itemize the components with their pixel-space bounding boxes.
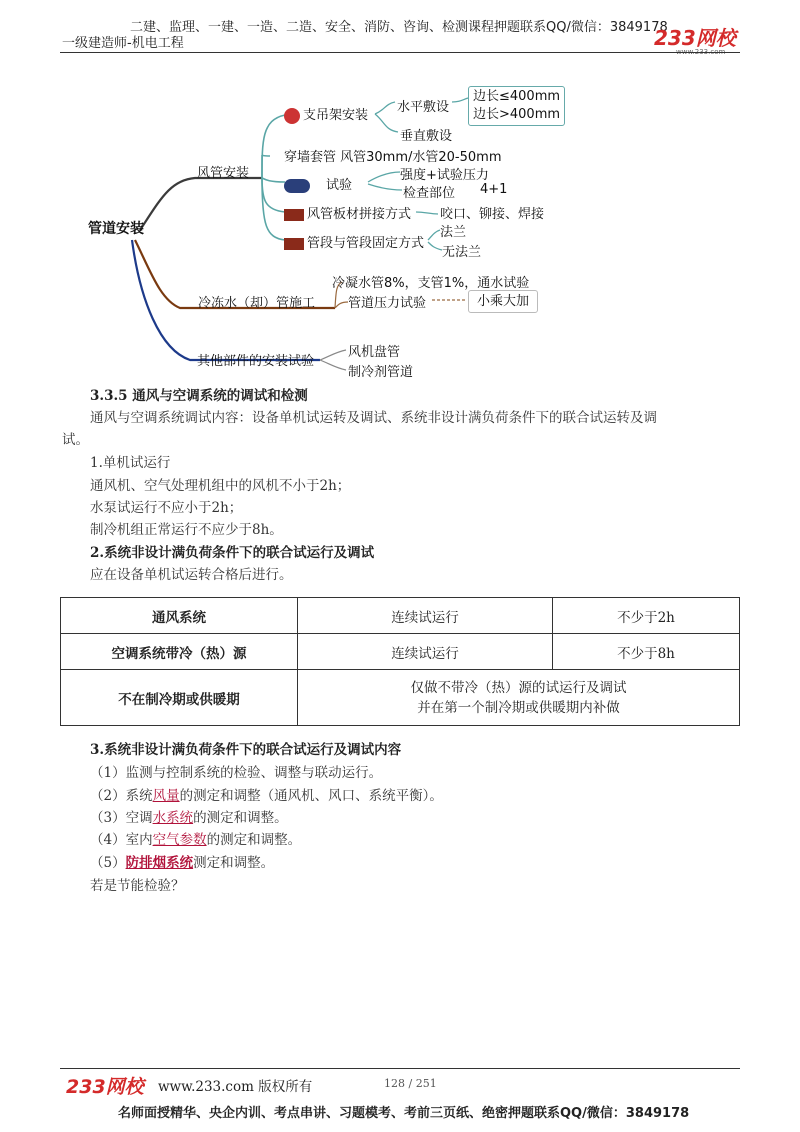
header-divider [60,52,740,53]
header-subject: 一级建造师-机电工程 [62,36,184,51]
header-promo-line: 二建、监理、一建、一造、二造、安全、消防、咨询、检测课程押题联系QQ/微信：3849178 [130,20,668,35]
item-highlight: 水系统 [152,810,194,826]
brick-icon [284,238,304,250]
page-number: 128 / 251 [384,1077,437,1090]
mindmap-plate-methods: 咬口、铆接、焊接 [440,207,545,222]
table-row [61,670,740,726]
table-row [61,634,740,670]
footer-promo: 名师面授精华、央企内训、考点串讲、习题模考、考前三页纸、绝密押题联系QQ/微信：3849178 [118,1106,690,1121]
footer-site: www.233.com 版权所有 [158,1079,313,1095]
item-prefix: （4）室内 [90,832,153,848]
table-cell-name: 通风系统 [61,598,298,634]
footer-divider [60,1068,740,1069]
content-title: 3.系统非设计满负荷条件下的联合试运行及调试内容 [90,742,402,758]
item-highlight: 风量 [152,788,180,804]
table-cell-name: 空调系统带冷（热）源 [61,634,298,670]
item-suffix: 的测定和调整（通风机、风口、系统平衡）。 [179,788,443,804]
mindmap-inspect: 检查部位 [403,186,456,201]
item-highlight: 空气参数 [152,832,207,848]
mindmap-no-flange: 无法兰 [442,245,482,260]
intro-line-1: 通风与空调系统调试内容：设备单机试运转及调试、系统非设计满负荷条件下的联合试运转及调 [90,410,657,426]
table-cell-time: 不少于8h [553,634,740,670]
content-item-2 [90,786,443,806]
single-line-3: 制冷机组正常运行不应少于8h。 [90,522,283,538]
item-suffix: 测定和调整。 [193,855,275,871]
mindmap-strength: 强度+试验压力 [400,168,489,183]
mindmap-test [284,174,352,193]
content-item-5 [90,853,274,873]
mindmap-plate [284,203,411,222]
mindmap-coil: 风机盘管 [348,345,401,360]
table-cell-mode: 连续试运行 [298,598,553,634]
mindmap-plate-label: 风管板材拼接方式 [307,207,412,222]
section-title: 3.3.5 通风与空调系统的调试和检测 [90,388,308,404]
brick-icon [284,209,304,221]
mindmap-chilled-note: 冷凝水管8%，支管1%，通水试验 [332,276,530,291]
header-logo-text: 233网校 [654,26,736,50]
mindmap-segment-label: 管段与管段固定方式 [307,236,425,251]
table-cell-name: 不在制冷期或供暖期 [61,670,298,726]
team-icon [284,179,310,193]
mindmap-chilled: 冷冻水（却）管施工 [198,296,316,311]
item-suffix: 的测定和调整。 [206,832,302,848]
mindmap-length-box [468,86,565,126]
item-prefix: （3）空调 [90,810,153,826]
table-note-line-1: 仅做不带冷（热）源的试运行及调试 [410,679,627,696]
item-suffix: 的测定和调整。 [193,810,288,826]
joint-line-1: 应在设备单机试运转合格后进行。 [90,567,293,583]
item-prefix: （5） [90,855,126,871]
commissioning-table [60,597,740,726]
mindmap-vertical: 垂直敷设 [400,129,453,144]
content-item-1: （1）监测与控制系统的检验、调整与联动运行。 [90,765,383,781]
mindmap-segment [284,232,424,251]
mindmap-sleeve: 穿墙套管 风管30mm/水管20-50mm [284,150,502,165]
mindmap-support [284,104,368,124]
item-prefix: （2）系统 [90,788,153,804]
table-cell-time: 不少于2h [553,598,740,634]
mindmap-four-one: 4+1 [480,182,508,197]
mindmap-duct: 风管安装 [197,166,250,181]
table-cell-note [298,670,740,726]
mindmap-len-le: 边长≤400mm [473,89,561,104]
question-line: 若是节能检验？ [90,878,185,894]
people-icon [284,108,300,124]
header-logo-url: www.233.com [676,48,726,56]
footer-logo: 233网校 [66,1076,144,1098]
item-highlight: 防排烟系统 [125,855,194,871]
mindmap-horizontal: 水平敷设 [397,100,450,115]
mindmap-test-label: 试验 [326,178,353,193]
content-item-4 [90,830,301,850]
table-note-line-2: 并在第一个制冷期或供暖期内补做 [417,699,620,716]
content-item-3 [90,808,288,828]
single-title: 1.单机试运行 [90,455,171,471]
single-line-2: 水泵试运行不应小于2h； [90,500,243,516]
table-row [61,598,740,634]
intro-line-2: 试。 [62,432,89,448]
mindmap-len-gt: 边长>400mm [473,107,561,122]
header-logo [654,22,736,56]
single-line-1: 通风机、空气处理机组中的风机不小于2h； [90,478,351,494]
mindmap-small-box: 小乘大加 [468,290,538,313]
mindmap-refrigerant: 制冷剂管道 [348,365,414,380]
table-cell-mode: 连续试运行 [298,634,553,670]
joint-title: 2.系统非设计满负荷条件下的联合试运行及调试 [90,545,375,561]
mindmap-root: 管道安装 [88,221,144,237]
mindmap-other: 其他部件的安装试验 [197,354,315,369]
mindmap-support-label: 支吊架安装 [303,108,369,123]
mindmap-pressure: 管道压力试验 [348,296,427,311]
mindmap-flange: 法兰 [440,225,467,240]
